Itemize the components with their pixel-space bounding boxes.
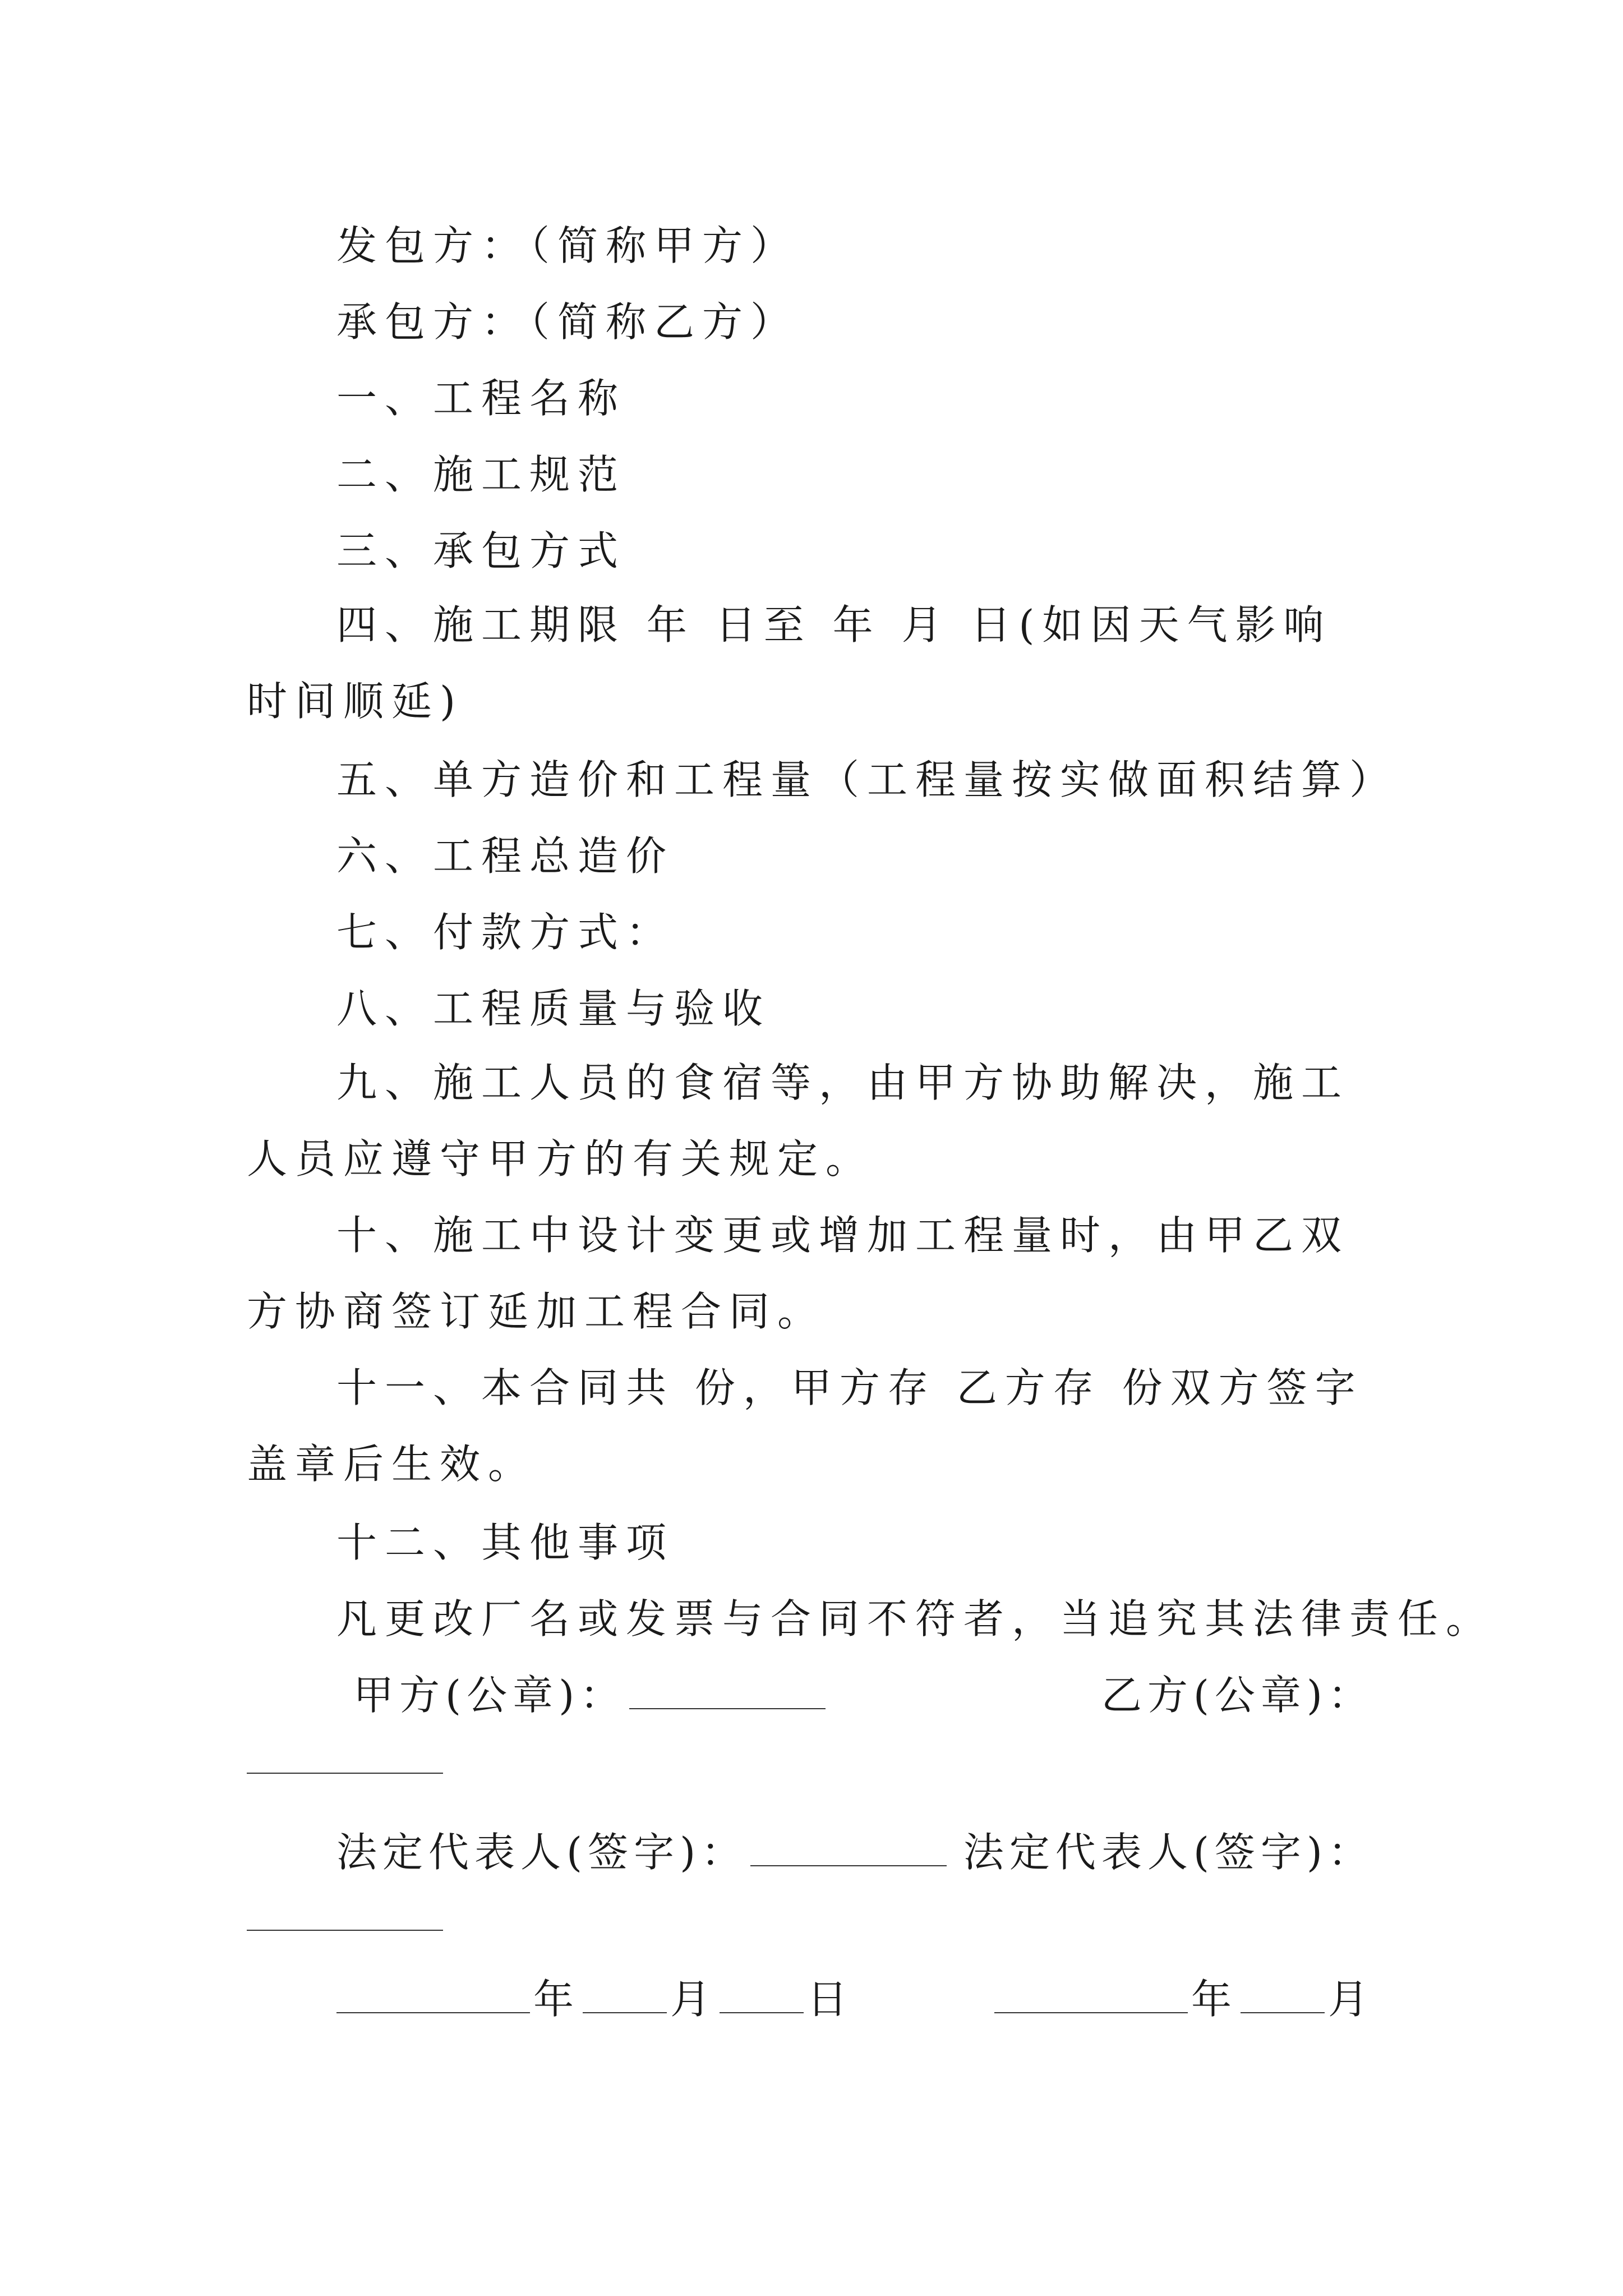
party-b-month-label: 月 — [1327, 1976, 1374, 2023]
party-b-seal-label: 乙方(公章)： — [1101, 1672, 1374, 1719]
party-a-seal-label: 甲方(公章)： — [353, 1672, 626, 1719]
party-b-date — [991, 1972, 1374, 2026]
item-total-price: 六、工程总造价 — [336, 832, 675, 880]
date-row — [336, 1972, 1374, 2026]
party-b-year-label: 年 — [1191, 1976, 1237, 2023]
party-a-month-field[interactable] — [583, 1973, 667, 2013]
party-a-day-label: 日 — [807, 1976, 854, 2023]
party-a-month-label: 月 — [670, 1976, 717, 2023]
note-line: 凡更改厂名或发票与合同不符者，当追究其法律责任。 — [336, 1595, 1495, 1642]
party-a-rep-field[interactable] — [750, 1826, 947, 1866]
chengbaofang-line: 承包方：（简称乙方） — [336, 298, 799, 346]
party-a-rep — [336, 1825, 950, 1879]
party-b-rep-label: 法定代表人(签字)： — [963, 1829, 1374, 1876]
item-unit-price: 五、单方造价和工程量（工程量按实做面积结算） — [336, 756, 1398, 803]
party-a-year-field[interactable] — [336, 1973, 530, 2013]
party-b-year-field[interactable] — [994, 1973, 1188, 2013]
fabaofang-line: 发包方：（简称甲方） — [336, 222, 799, 269]
item-accommodation: 九、施工人员的食宿等，由甲方协助解决，施工人员应遵守甲方的有关规定。 — [247, 1059, 1350, 1182]
item-construction-period: 四、施工期限 年 日至 年 月 日(如因天气影响时间顺延) — [247, 601, 1332, 725]
party-a-date — [336, 1972, 853, 2026]
item-design-change: 十、施工中设计变更或增加工程量时，由甲乙双方协商签订延加工程合同。 — [247, 1212, 1350, 1335]
party-b-month-field[interactable] — [1241, 1973, 1325, 2013]
party-a-day-field[interactable] — [720, 1973, 804, 2013]
item-quality-acceptance: 八、工程质量与验收 — [336, 985, 771, 1032]
item-payment-method: 七、付款方式： — [336, 909, 675, 956]
party-b-rep-field[interactable] — [247, 1929, 443, 1931]
item-copies: 十一、本合同共 份，甲方存 乙方存 份双方签字盖章后生效。 — [247, 1364, 1363, 1488]
item-contract-mode: 三、承包方式 — [336, 527, 626, 574]
party-a-seal-field[interactable] — [629, 1669, 826, 1709]
party-a-year-label: 年 — [533, 1976, 580, 2023]
representative-row — [336, 1825, 1374, 1879]
seal-row — [336, 1668, 1374, 1722]
item-project-name: 一、工程名称 — [336, 375, 626, 422]
party-a-seal — [353, 1668, 829, 1722]
item-other-matters: 十二、其他事项 — [336, 1519, 675, 1566]
party-b-seal-field[interactable] — [247, 1772, 443, 1774]
item-construction-spec: 二、施工规范 — [336, 451, 626, 498]
party-a-rep-label: 法定代表人(签字)： — [336, 1829, 748, 1876]
